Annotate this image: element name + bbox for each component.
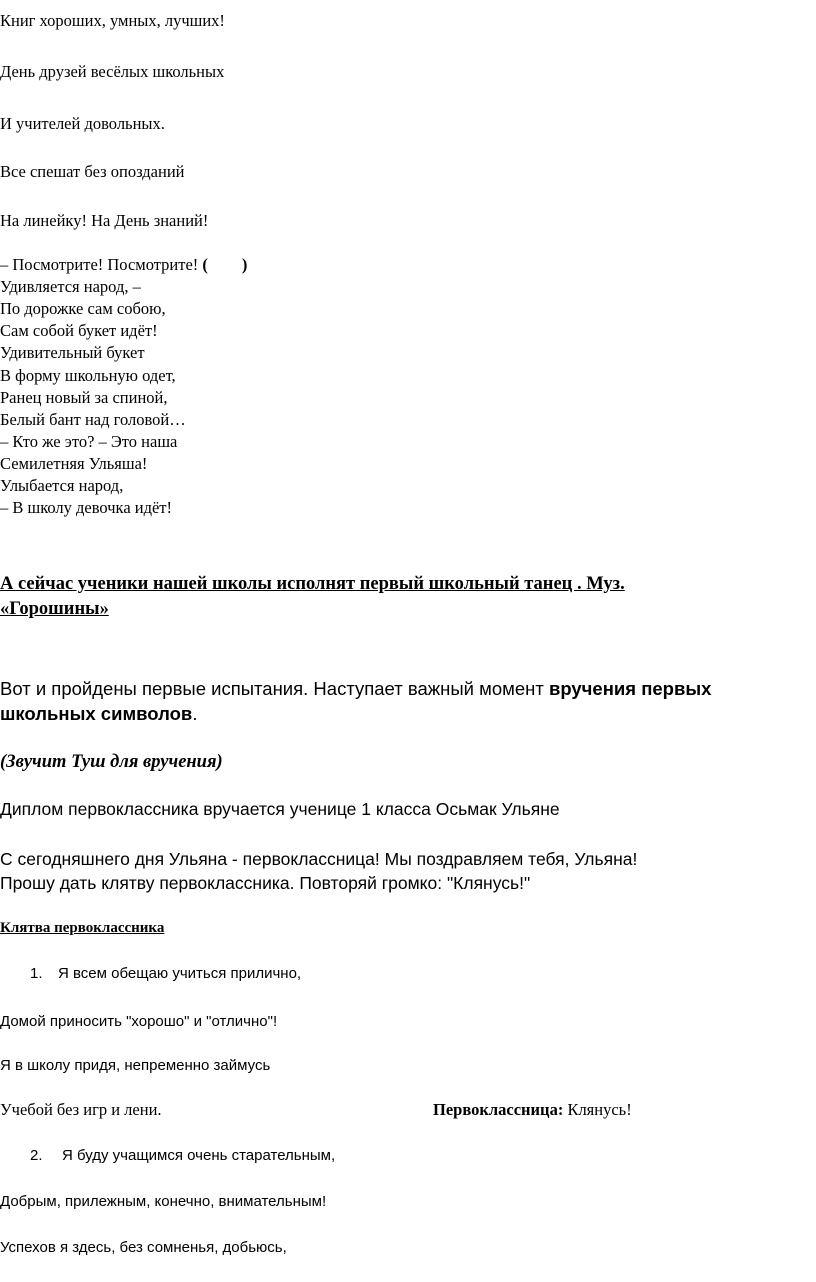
oath-item-1-line-1: Я всем обещаю учиться прилично,: [58, 965, 302, 982]
poem-main-first-line: [0, 255, 247, 275]
poem-intro-line-3: И учителей довольных.: [0, 114, 165, 133]
oath-item-1-number: 1.: [30, 965, 43, 982]
poem-main-line: – Кто же это? – Это наша: [0, 432, 178, 451]
oath-response: [433, 1100, 632, 1120]
poem-main-line: Ранец новый за спиной,: [0, 388, 168, 407]
dance-announcement-line-1: А сейчас ученики нашей школы исполнят первый школьный танец . Муз.: [0, 574, 625, 594]
poem-main-line: Улыбается народ,: [0, 476, 124, 495]
oath-item-2-line-3: Успехов я здесь, без сомненья, добьюсь,: [0, 1239, 287, 1256]
symbols-bold: вручения первых: [548, 678, 712, 699]
symbols-paragraph-line-1: [0, 677, 711, 701]
oath-item-2-line-2: Добрым, прилежным, конечно, внимательным!: [0, 1193, 327, 1210]
oath-item-1-line-4: Учебой без игр и лени.: [0, 1100, 162, 1119]
response-word: Клянусь!: [563, 1100, 632, 1119]
poem-main-line: В форму школьную одет,: [0, 366, 176, 385]
symbols-plain: Вот и пройдены первые испытания. Наступает важный момент: [0, 678, 549, 699]
poem-main-line: Семилетняя Ульяша!: [0, 454, 148, 473]
poem-main-first-line-text: – Посмотрите! Посмотрите!: [0, 255, 203, 274]
poem-main-line: По дорожке сам собою,: [0, 299, 166, 318]
paren-close: ): [241, 255, 248, 274]
symbols-bold-2: школьных символов: [0, 703, 193, 724]
poem-main-line: Удивительный букет: [0, 343, 145, 362]
response-role: Первоклассница:: [433, 1100, 564, 1119]
poem-intro-line-4: Все спешат без опозданий: [0, 162, 185, 181]
symbols-period: .: [192, 703, 198, 724]
poem-main-line: Удивляется народ, –: [0, 277, 141, 296]
oath-item-2-number: 2.: [30, 1147, 43, 1164]
dance-announcement-line-2: «Горошины»: [0, 599, 109, 619]
poem-main-line: – В школу девочка идёт!: [0, 498, 173, 517]
poem-intro-line-1: Книг хороших, умных, лучших!: [0, 11, 225, 30]
oath-item-1-line-3: Я в школу придя, непременно займусь: [0, 1057, 271, 1074]
fanfare-note: (Звучит Туш для вручения): [0, 752, 223, 772]
diploma-line: Диплом первоклассника вручается ученице 1 класса Осьмак Ульяне: [0, 799, 560, 819]
oath-title: Клятва первоклассника: [0, 920, 165, 936]
poem-intro-line-2: День друзей весёлых школьных: [0, 62, 225, 81]
poem-intro-line-5: На линейку! На День знаний!: [0, 211, 209, 230]
paren-open: (: [202, 255, 208, 274]
symbols-paragraph-line-2: [0, 702, 197, 726]
oath-item-2-line-1: Я буду учащимся очень старательным,: [62, 1147, 336, 1164]
congrats-line-1: С сегодняшнего дня Ульяна - первоклассница! Мы поздравляем тебя, Ульяна!: [0, 849, 638, 869]
poem-main-line: Белый бант над головой…: [0, 410, 186, 429]
poem-main-line: Сам собой букет идёт!: [0, 321, 158, 340]
congrats-line-2: Прошу дать клятву первоклассника. Повторяй громко: "Клянусь!": [0, 873, 531, 893]
oath-item-1-line-2: Домой приносить "хорошо" и "отлично"!: [0, 1013, 278, 1030]
